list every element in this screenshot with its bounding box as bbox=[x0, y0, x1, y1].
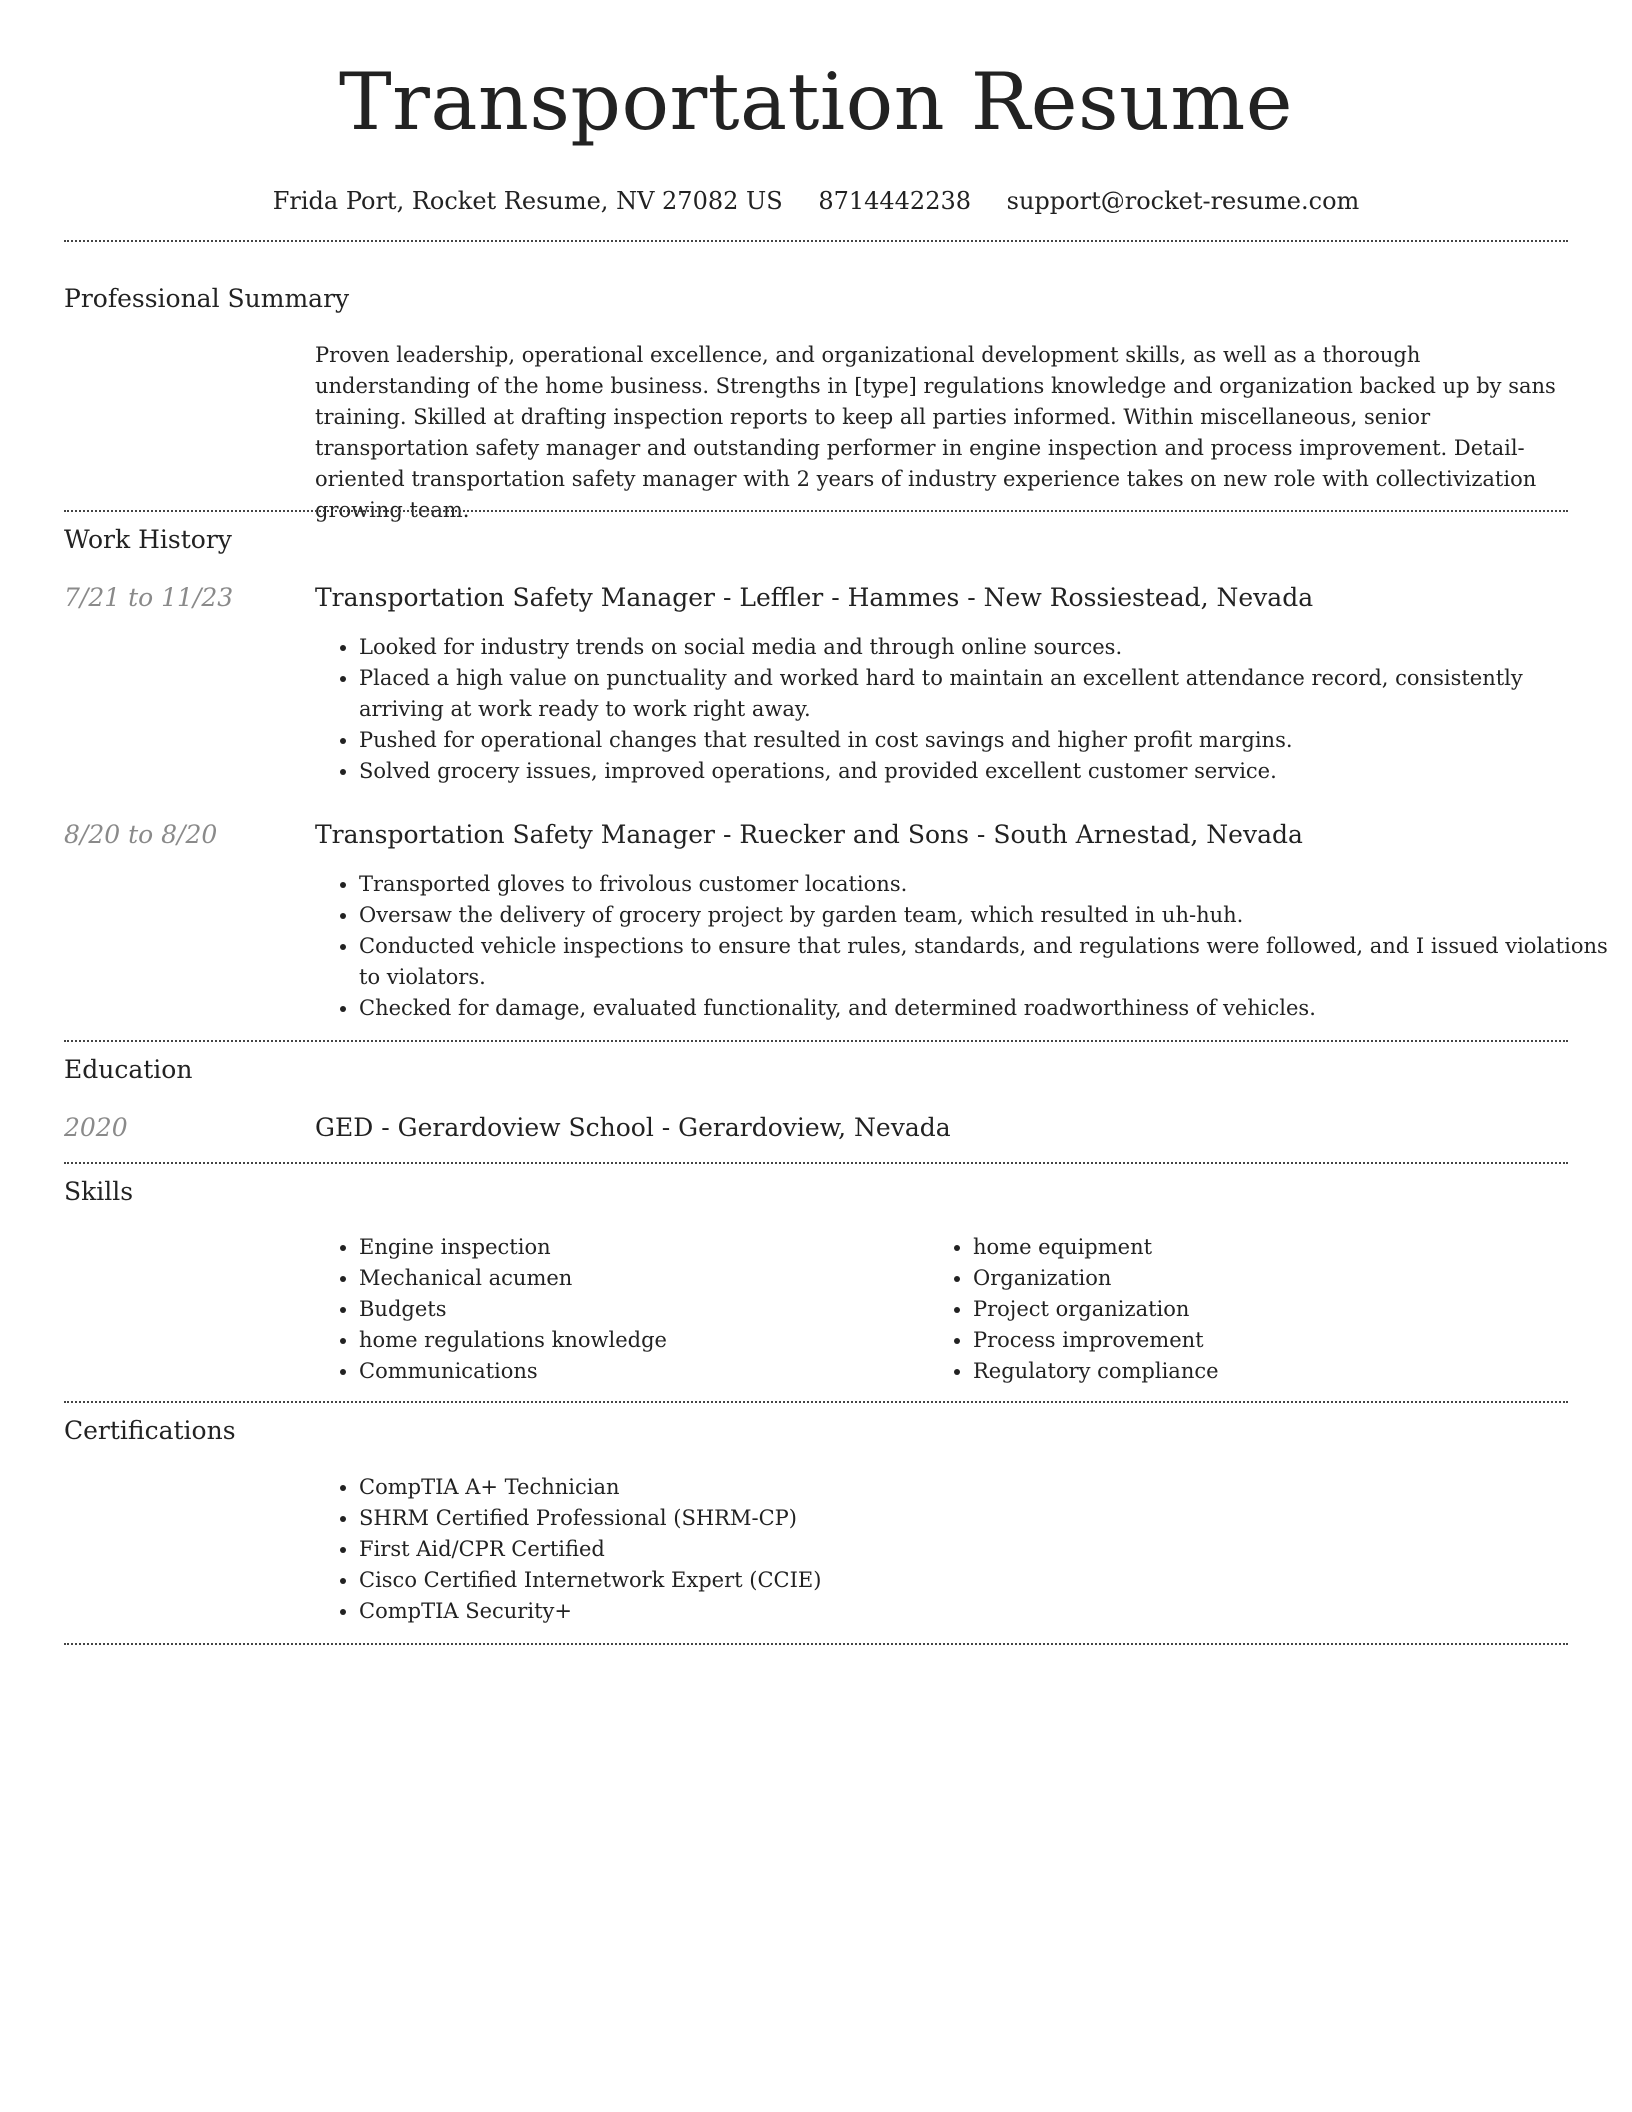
skill-item: • Regulatory compliance bbox=[973, 1356, 1573, 1387]
skills-list-left bbox=[315, 1232, 919, 1387]
skill-item: • Communications bbox=[359, 1356, 919, 1387]
certification-item: • SHRM Certified Professional (SHRM-CP) bbox=[359, 1503, 1359, 1534]
education-divider bbox=[64, 1162, 1568, 1164]
education-section-title: Education bbox=[64, 1055, 193, 1084]
job-bullets bbox=[315, 869, 1609, 1024]
summary-divider bbox=[64, 510, 1568, 512]
job-heading: Transportation Safety Manager - Leffler - Hammes - New Rossiestead, Nevada bbox=[315, 583, 1314, 612]
certifications-section-title: Certifications bbox=[64, 1416, 236, 1445]
certifications-list bbox=[315, 1472, 1359, 1627]
job-bullet: • Pushed for operational changes that resulted in cost savings and higher profit margins. bbox=[359, 725, 1609, 756]
job-dates: 8/20 to 8/20 bbox=[64, 820, 218, 849]
job-bullet: • Solved grocery issues, improved operations, and provided excellent customer service. bbox=[359, 756, 1609, 787]
education-heading: GED - Gerardoview School - Gerardoview, Nevada bbox=[315, 1113, 951, 1142]
education-year: 2020 bbox=[64, 1113, 128, 1142]
job-bullet: • Looked for industry trends on social media and through online sources. bbox=[359, 632, 1609, 663]
header-divider bbox=[64, 240, 1568, 242]
job-bullet: • Checked for damage, evaluated functionality, and determined roadworthiness of vehicles. bbox=[359, 993, 1609, 1024]
certification-item: • Cisco Certified Internetwork Expert (CCIE) bbox=[359, 1565, 1359, 1596]
contact-line bbox=[0, 186, 1632, 216]
certification-item: • CompTIA A+ Technician bbox=[359, 1472, 1359, 1503]
skill-item: • Organization bbox=[973, 1263, 1573, 1294]
job-bullets bbox=[315, 632, 1609, 787]
skill-item: • Project organization bbox=[973, 1294, 1573, 1325]
skill-item: • Engine inspection bbox=[359, 1232, 919, 1263]
contact-email: support@rocket-resume.com bbox=[1006, 187, 1360, 215]
resume-header bbox=[0, 0, 1632, 216]
skills-divider bbox=[64, 1401, 1568, 1403]
job-heading: Transportation Safety Manager - Ruecker and Sons - South Arnestad, Nevada bbox=[315, 820, 1303, 849]
job-bullet: • Conducted vehicle inspections to ensure that rules, standards, and regulations were followed, and I issued violations to violators. bbox=[359, 931, 1609, 993]
resume-name: Transportation Resume bbox=[338, 56, 1294, 148]
certification-item: • CompTIA Security+ bbox=[359, 1596, 1359, 1627]
job-bullet: • Placed a high value on punctuality and worked hard to maintain an excellent attendance record, consistently arriving at work ready to work right away. bbox=[359, 663, 1609, 725]
summary-text: Proven leadership, operational excellence, and organizational development skills, as well as a thorough understanding of the home business. Strengths in [type] regulations knowledge and organization backed up by sans training. Skilled at drafting inspection reports to keep all parties informed. Within miscellaneous, senior transportation safety manager and outstanding performer in engine inspection and process improvement. Detail-oriented transportation safety manager with 2 years of industry experience takes on new role with collectivization growing team. bbox=[315, 343, 1556, 522]
job-bullet: • Transported gloves to frivolous customer locations. bbox=[359, 869, 1609, 900]
job-dates: 7/21 to 11/23 bbox=[64, 583, 234, 612]
skills-list-right bbox=[929, 1232, 1573, 1387]
job-bullet: • Oversaw the delivery of grocery project by garden team, which resulted in uh-huh. bbox=[359, 900, 1609, 931]
certifications-divider bbox=[64, 1643, 1568, 1645]
skill-item: • Process improvement bbox=[973, 1325, 1573, 1356]
skill-item: • Budgets bbox=[359, 1294, 919, 1325]
work-section-title: Work History bbox=[64, 525, 232, 554]
certification-item: • First Aid/CPR Certified bbox=[359, 1534, 1359, 1565]
skills-section-title: Skills bbox=[64, 1177, 134, 1206]
contact-phone: 8714442238 bbox=[818, 187, 972, 215]
contact-address: Frida Port, Rocket Resume, NV 27082 US bbox=[272, 187, 783, 215]
skill-item: • home regulations knowledge bbox=[359, 1325, 919, 1356]
skill-item: • Mechanical acumen bbox=[359, 1263, 919, 1294]
skill-item: • home equipment bbox=[973, 1232, 1573, 1263]
summary-section-title: Professional Summary bbox=[64, 284, 350, 313]
work-divider bbox=[64, 1040, 1568, 1042]
